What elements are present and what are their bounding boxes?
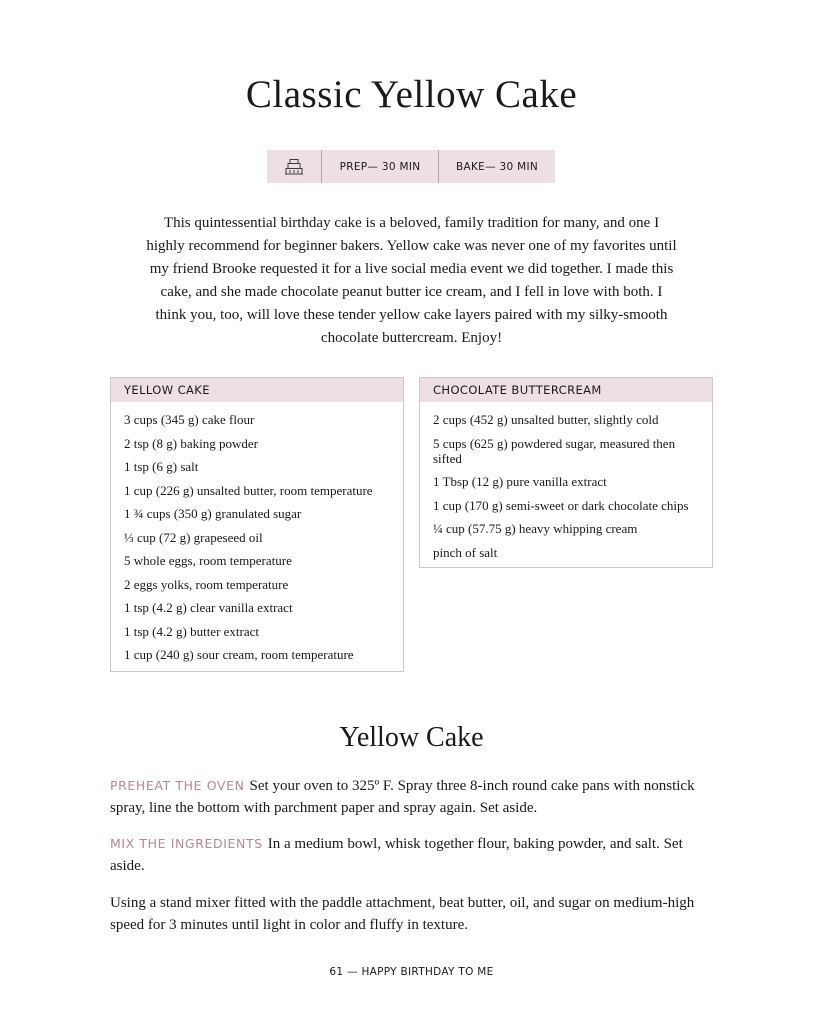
ingredient-item: 2 cups (452 g) unsalted butter, slightly cold [433, 412, 659, 427]
recipe-title: Classic Yellow Cake [245, 73, 578, 116]
ingredients-yellow-cake [110, 377, 404, 672]
footer-separator: — [347, 966, 358, 978]
ingredient-item: 1 ¾ cups (350 g) granulated sugar [124, 506, 302, 521]
cake-icon-cell [267, 150, 322, 183]
ingredients-heading: CHOCOLATE BUTTERCREAM [420, 378, 712, 402]
method-step [110, 833, 710, 877]
ingredient-item: 1 cup (170 g) semi-sweet or dark chocolate chips [433, 497, 689, 513]
bake-time: BAKE— 30 MIN [455, 160, 539, 173]
recipe-meta-bar [267, 150, 555, 183]
method-heading: Yellow Cake [339, 722, 484, 753]
ingredients-buttercream [419, 377, 713, 568]
ingredient-list [111, 402, 403, 671]
book-title: HAPPY BIRTHDAY TO ME [361, 966, 494, 978]
ingredient-item: ¼ cup (57.75 g) heavy whipping cream [433, 521, 638, 536]
ingredient-item: 1 tsp (6 g) salt [124, 459, 199, 474]
ingredient-item: 1 Tbsp (12 g) pure vanilla extract [433, 474, 607, 489]
ingredient-item: 5 whole eggs, room temperature [124, 553, 292, 568]
ingredient-item: 2 eggs yolks, room temperature [124, 576, 289, 592]
ingredient-item: 1 tsp (4.2 g) clear vanilla extract [124, 600, 293, 615]
ingredient-item: 3 cups (345 g) cake flour [124, 412, 255, 427]
ingredient-item: 5 cups (625 g) powdered sugar, measured then sifted [433, 435, 676, 466]
step-text: Using a stand mixer fitted with the paddle attachment, beat butter, oil, and sugar on medium-high speed for 3 minutes until light in color and fluffy in texture. [110, 895, 695, 933]
step-label: PREHEAT THE OVEN [110, 778, 245, 793]
ingredients-heading: YELLOW CAKE [111, 378, 403, 402]
ingredient-list [420, 402, 712, 568]
cake-icon [284, 157, 304, 177]
ingredient-item: 1 cup (226 g) unsalted butter, room temperature [124, 482, 373, 498]
ingredient-item: 1 cup (240 g) sour cream, room temperature [124, 647, 354, 662]
recipe-intro: This quintessential birthday cake is a beloved, family tradition for many, and one I highly recommend for beginner bakers. Yellow cake was never one of my favorites until my friend Brooke requested it for a live social media event we did together. I made this cake, and she made chocolate peanut butter ice cream, and I fell in love with both. I think you, too, will love these tender yellow cake layers paired with my silky-smooth chocolate buttercream. Enjoy! [146, 215, 677, 346]
ingredient-item: pinch of salt [433, 544, 498, 560]
page-footer [0, 966, 823, 978]
step-text: Set your oven to 325º F. Spray three 8-inch round cake pans with nonstick spray, line the bottom with parchment paper and spray again. Set aside. [110, 778, 695, 816]
prep-time: PREP— 30 MIN [322, 150, 439, 183]
step-label: MIX THE INGREDIENTS [110, 836, 263, 851]
ingredient-item: 2 tsp (8 g) baking powder [124, 435, 258, 451]
ingredient-item: 1 tsp (4.2 g) butter extract [124, 623, 260, 639]
page-number: 61 [329, 966, 344, 978]
method-step [110, 892, 710, 936]
step-text: In a medium bowl, whisk together flour, baking powder, and salt. Set aside. [110, 836, 683, 874]
ingredient-item: ⅓ cup (72 g) grapeseed oil [124, 529, 263, 545]
method-step [110, 775, 710, 819]
